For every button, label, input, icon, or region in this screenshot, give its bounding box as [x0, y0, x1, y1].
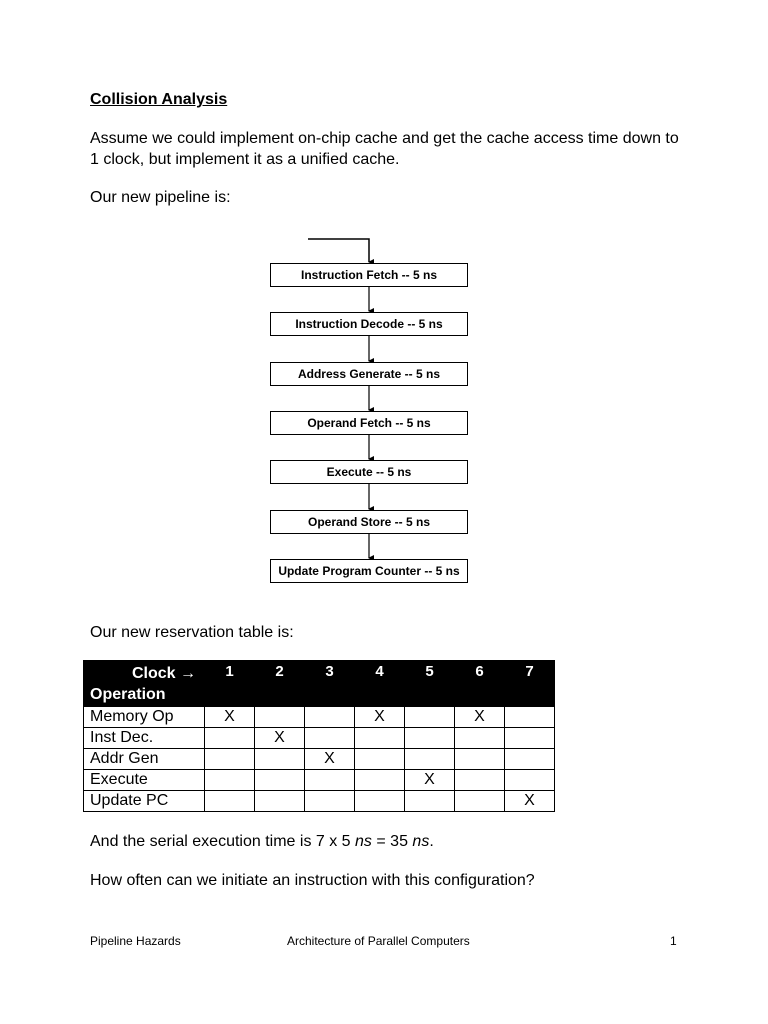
reservation-cell: [455, 728, 505, 749]
reservation-cell: [355, 749, 405, 770]
header-corner: [84, 661, 205, 707]
reservation-cell: [355, 728, 405, 749]
pipeline-intro: Our new pipeline is:: [90, 189, 231, 206]
reservation-cell: [255, 770, 305, 791]
pipeline-stage: Address Generate -- 5 ns: [270, 362, 468, 386]
reservation-cell: [505, 749, 555, 770]
reservation-cell: [505, 707, 555, 728]
table-header-row: [84, 661, 555, 707]
clock-number: 6: [455, 661, 505, 707]
clock-number: 2: [255, 661, 305, 707]
reservation-cell: [355, 770, 405, 791]
reservation-cell: [405, 707, 455, 728]
serial-time-sentence: [90, 831, 690, 852]
pipeline-stage: Instruction Decode -- 5 ns: [270, 312, 468, 336]
footer-left: Pipeline Hazards: [90, 934, 181, 948]
pipeline-stage: Instruction Fetch -- 5 ns: [270, 263, 468, 287]
reservation-cell: [355, 791, 405, 812]
reservation-cell: [205, 728, 255, 749]
table-body: [84, 707, 555, 812]
table-row: [84, 749, 555, 770]
reservation-cell: [255, 707, 305, 728]
reservation-cell: [305, 791, 355, 812]
footer-center: Architecture of Parallel Computers: [287, 934, 470, 948]
reservation-cell: [205, 749, 255, 770]
reservation-cell: X: [505, 791, 555, 812]
serial-unit-1: ns: [355, 833, 372, 850]
clock-number: 7: [505, 661, 555, 707]
operation-label: Addr Gen: [84, 749, 205, 770]
pipeline-stage: Operand Store -- 5 ns: [270, 510, 468, 534]
reservation-cell: [305, 707, 355, 728]
serial-middle: = 35: [371, 833, 413, 850]
table-row: [84, 707, 555, 728]
entry-arrow: [308, 239, 369, 262]
reservation-cell: X: [205, 707, 255, 728]
table-row: [84, 791, 555, 812]
reservation-cell: X: [305, 749, 355, 770]
reservation-cell: [255, 749, 305, 770]
reservation-cell: X: [255, 728, 305, 749]
table-row: [84, 770, 555, 791]
serial-unit-2: ns: [412, 833, 430, 850]
question-paragraph: How often can we initiate an instruction with this configuration?: [90, 872, 535, 889]
reservation-cell: [455, 749, 505, 770]
pipeline-stage: Operand Fetch -- 5 ns: [270, 411, 468, 435]
pipeline-stage: Update Program Counter -- 5 ns: [270, 559, 468, 583]
reservation-cell: [405, 728, 455, 749]
reservation-cell: [205, 791, 255, 812]
reservation-cell: [455, 791, 505, 812]
clock-number: 4: [355, 661, 405, 707]
reservation-cell: X: [355, 707, 405, 728]
reservation-cell: [255, 791, 305, 812]
operation-header: Operation: [90, 686, 166, 703]
table-intro: Our new reservation table is:: [90, 624, 294, 641]
intro-paragraph: Assume we could implement on-chip cache and get the cache access time down to 1 clock, but implement it as a unified cache.: [90, 130, 679, 168]
reservation-cell: [305, 728, 355, 749]
clock-number: 3: [305, 661, 355, 707]
serial-prefix: And the serial execution time is 7 x 5: [90, 833, 356, 850]
table-row: [84, 728, 555, 749]
serial-suffix: .: [429, 833, 434, 850]
clock-number: 1: [205, 661, 255, 707]
reservation-cell: [405, 791, 455, 812]
operation-label: Update PC: [84, 791, 205, 812]
page-title: Collision Analysis: [90, 91, 228, 108]
reservation-cell: X: [455, 707, 505, 728]
operation-label: Inst Dec.: [84, 728, 205, 749]
clock-number: 5: [405, 661, 455, 707]
reservation-cell: X: [405, 770, 455, 791]
reservation-table: [83, 660, 555, 812]
footer-page-number: 1: [670, 934, 677, 948]
clock-header: Clock →: [132, 665, 197, 682]
pipeline-stage: Execute -- 5 ns: [270, 460, 468, 484]
reservation-cell: [305, 770, 355, 791]
operation-label: Execute: [84, 770, 205, 791]
reservation-cell: [505, 770, 555, 791]
reservation-cell: [205, 770, 255, 791]
reservation-cell: [505, 728, 555, 749]
operation-label: Memory Op: [84, 707, 205, 728]
reservation-cell: [455, 770, 505, 791]
reservation-cell: [405, 749, 455, 770]
